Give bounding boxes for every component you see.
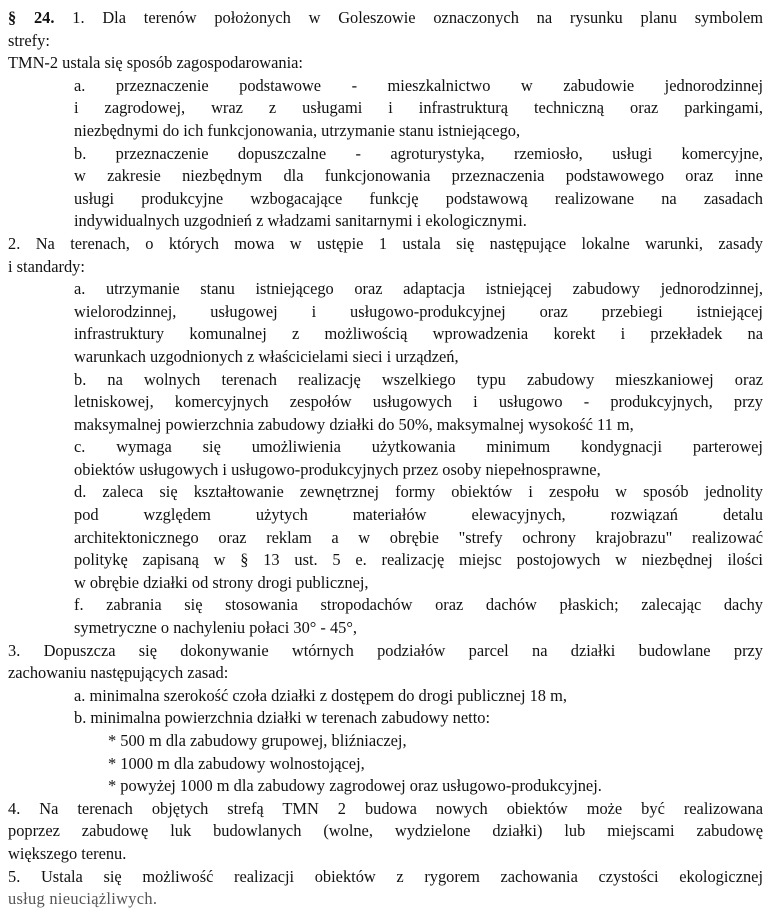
p1-b-line-3: usługi produkcyjne wzbogacające funkcję podstawową realizowane na zasadach bbox=[74, 188, 763, 208]
p3-a-line: a. minimalna szerokość czoła działki z dostępem do drogi publicznej 18 m, bbox=[74, 685, 567, 705]
paragraph-1-line-2: strefy: bbox=[8, 30, 50, 50]
p2-d-line-4: politykę zapisaną w § 13 ust. 5 e. realizację miejsc postojowych w niezbędnej ilości bbox=[74, 550, 763, 570]
p3-bullet-3: * powyżej 1000 m dla zabudowy zagrodowej oraz usługowo-produkcyjnej. bbox=[108, 776, 602, 796]
paragraph-1-line-1: 1. Dla terenów położonych w Goleszowie oznaczonych na rysunku planu symbolem bbox=[72, 8, 763, 27]
p2-a-line-3: infrastruktury komunalnej z możliwością wprowadzenia korekt i przekładek na bbox=[74, 324, 763, 344]
section-mark: § 24. bbox=[8, 8, 55, 27]
p2-d-line-3: architektonicznego oraz reklam a w obrębie "strefy ochrony krajobrazu" realizować bbox=[74, 527, 763, 547]
p2-d-line-1: d. zaleca się kształtowanie zewnętrznej formy obiektów i zespołu w sposób jednolity bbox=[74, 482, 763, 502]
p1-b-line-2: w zakresie niezbędnym dla funkcjonowania przeznaczenia podstawowego oraz inne bbox=[74, 166, 763, 186]
p2-b-line-3: maksymalnej powierzchnia zabudowy działki do 50%, maksymalnej wysokość 11 m, bbox=[74, 414, 634, 434]
paragraph-2-line-2: i standardy: bbox=[8, 256, 85, 276]
p2-b-line-2: letniskowej, komercyjnych zespołów usługowych i usługowo - produkcyjnych, przy bbox=[74, 392, 763, 412]
paragraph-2-line-1: 2. Na terenach, o których mowa w ustępie 1 ustala się następujące lokalne warunki, zasady bbox=[8, 233, 763, 253]
paragraph-3-line-1: 3. Dopuszcza się dokonywanie wtórnych podziałów parcel na działki budowlane przy bbox=[8, 640, 763, 660]
p2-c-line-1: c. wymaga się umożliwienia użytkowania minimum kondygnacji parterowej bbox=[74, 437, 763, 457]
paragraph-5-line-2: usług nieuciążliwych. bbox=[8, 889, 158, 909]
p2-c-line-2: obiektów usługowych i usługowo-produkcyjnych przez osoby niepełnosprawne, bbox=[74, 459, 601, 479]
section-24-heading-line bbox=[8, 7, 763, 30]
p3-bullet-2: * 1000 m dla zabudowy wolnostojącej, bbox=[108, 753, 365, 773]
p1-b-line-1: b. przeznaczenie dopuszczalne - agroturystyka, rzemiosło, usługi komercyjne, bbox=[74, 143, 763, 163]
p2-a-line-2: wielorodzinnej, usługowej i usługowo-produkcyjnej oraz przebiegi istniejącej bbox=[74, 301, 763, 321]
paragraph-4-line-1: 4. Na terenach objętych strefą TMN 2 budowa nowych obiektów może być realizowana bbox=[8, 798, 763, 818]
p2-d-line-5: w obrębie działki od strony drogi publicznej, bbox=[74, 572, 369, 592]
p3-b-line: b. minimalna powierzchnia działki w terenach zabudowy netto: bbox=[74, 708, 490, 728]
paragraph-1-line-3: TMN-2 ustala się sposób zagospodarowania: bbox=[8, 53, 303, 73]
paragraph-5-line-1: 5. Ustala się możliwość realizacji obiektów z rygorem zachowania czystości ekologicznej bbox=[8, 866, 763, 886]
p2-a-line-1: a. utrzymanie stanu istniejącego oraz adaptacja istniejącej zabudowy jednorodzinnej, bbox=[74, 279, 763, 299]
p3-bullet-1: * 500 m dla zabudowy grupowej, bliźniaczej, bbox=[108, 731, 407, 750]
p1-a-line-1: a. przeznaczenie podstawowe - mieszkalnictwo w zabudowie jednorodzinnej bbox=[74, 75, 763, 95]
p2-a-line-4: warunkach uzgodnionych z właścicielami sieci i urządzeń, bbox=[74, 346, 459, 366]
paragraph-4-line-3: większego terenu. bbox=[8, 843, 127, 863]
p2-f-line-2: symetryczne o nachyleniu połaci 30° - 45°, bbox=[74, 618, 358, 638]
paragraph-4-line-2: poprzez zabudowę luk budowlanych (wolne, wydzielone działki) lub miejscami zabudowę bbox=[8, 821, 763, 841]
p1-a-line-2: i zagrodowej, wraz z usługami i infrastrukturą techniczną oraz parkingami, bbox=[74, 98, 763, 118]
p1-a-line-3: niezbędnymi do ich funkcjonowania, utrzymanie stanu istniejącego, bbox=[74, 120, 521, 140]
p2-d-line-2: pod względem użytych materiałów elewacyjnych, rozwiązań detalu bbox=[74, 505, 763, 525]
p2-b-line-1: b. na wolnych terenach realizację wszelkiego typu zabudowy mieszkaniowej oraz bbox=[74, 369, 763, 389]
p2-f-line-1: f. zabrania się stosowania stropodachów oraz dachów płaskich; zalecając dachy bbox=[74, 595, 763, 615]
p1-b-line-4: indywidualnych uzgodnień z władzami sanitarnymi i ekologicznymi. bbox=[74, 211, 527, 231]
paragraph-3-line-2: zachowaniu następujących zasad: bbox=[8, 663, 229, 683]
